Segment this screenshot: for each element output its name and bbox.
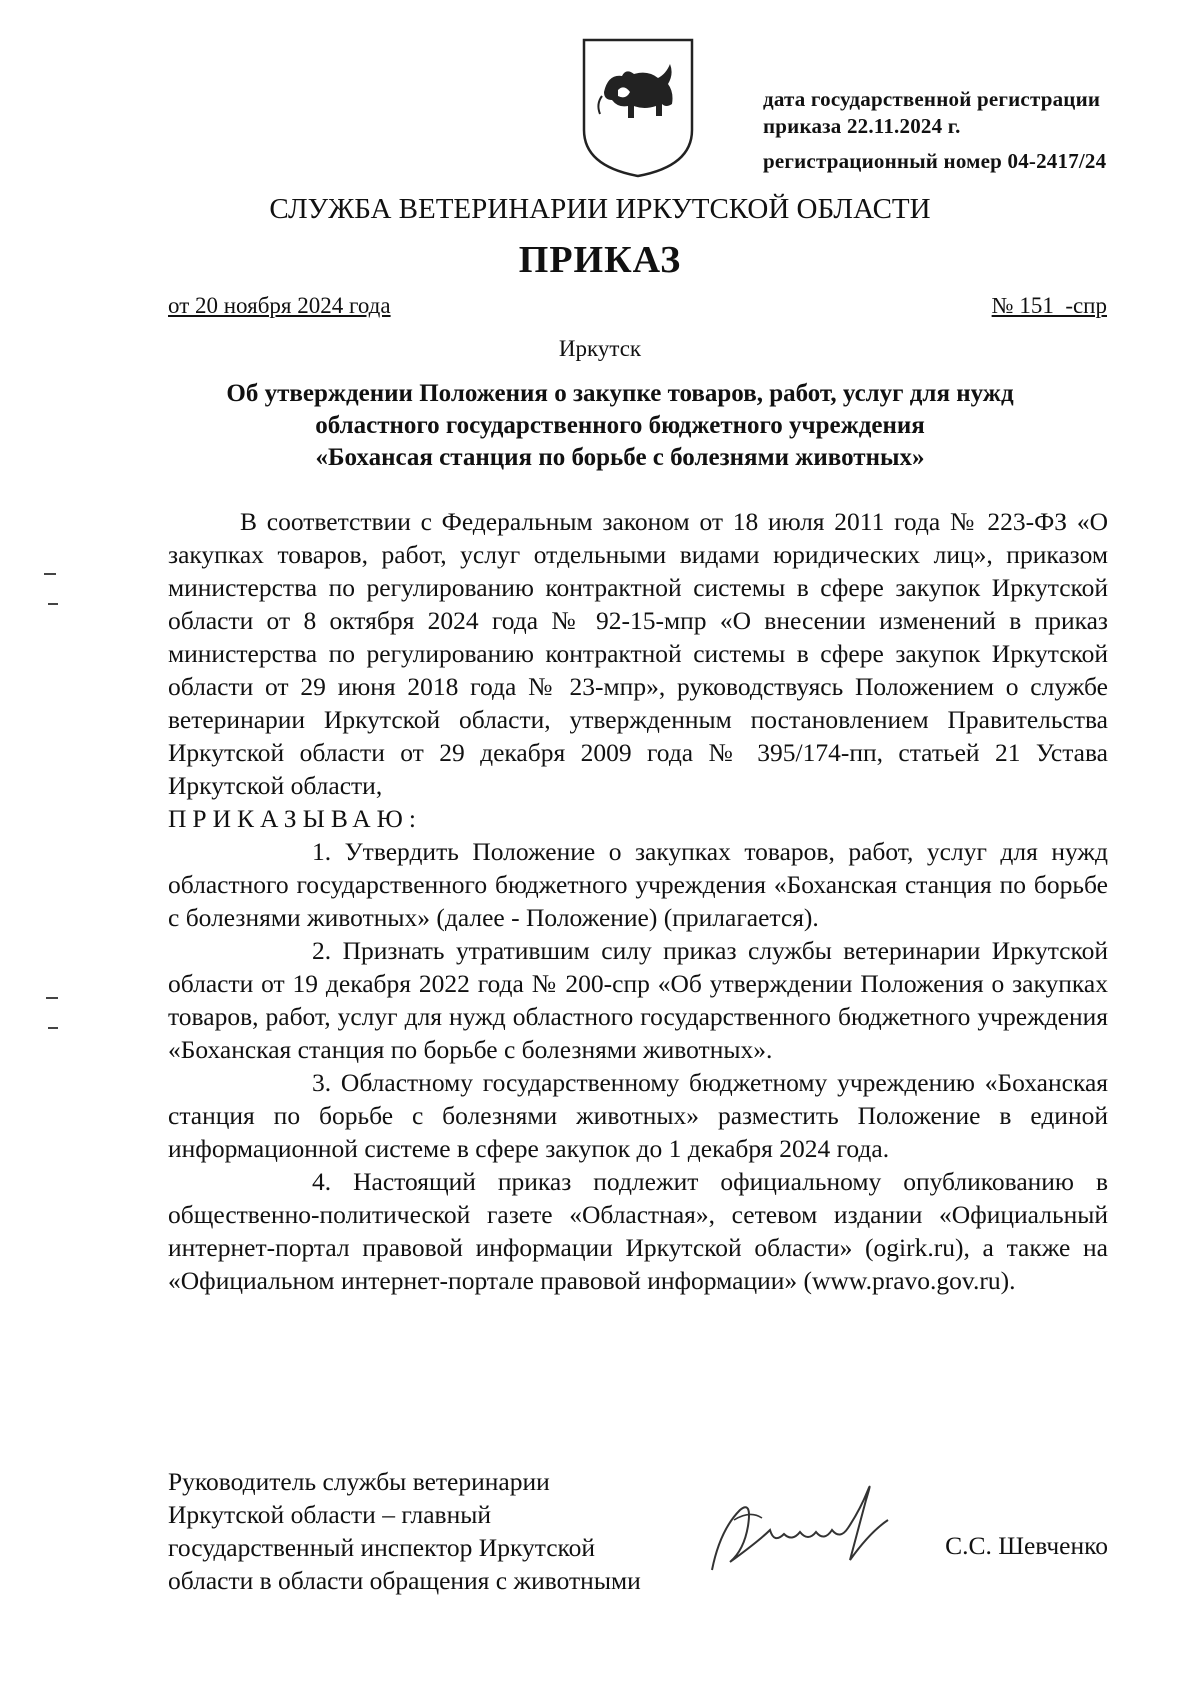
subject-line1: Об утверждении Положения о закупке товаров, работ, услуг для нужд bbox=[226, 380, 1014, 407]
order-item-4: 4. Настоящий приказ подлежит официальному опубликованию в общественно-политической газете «Областная», сетевом издании «Официальный интернет-портал правовой информации Иркутской области» (ogirk.ru), а также на «Официальном интернет-портале правовой информации» (www.pravo.gov.ru). bbox=[168, 1167, 1109, 1295]
order-word: ПРИКАЗЫВАЮ: bbox=[168, 804, 422, 833]
registration-date-line1: дата государственной регистрации bbox=[763, 87, 1101, 111]
order-item-1: 1. Утвердить Положение о закупках товаров, работ, услуг для нужд областного государственного бюджетного учреждения «Боханская станция по борьбе с болезнями животных» (далее - Положение) (прилагается). bbox=[168, 837, 1108, 932]
registration-number: регистрационный номер 04-2417/24 bbox=[763, 149, 1107, 173]
agency-name: СЛУЖБА ВЕТЕРИНАРИИ ИРКУТСКОЙ ОБЛАСТИ bbox=[269, 193, 931, 225]
subject-line2: областного государственного бюджетного учреждения bbox=[315, 412, 925, 439]
signatory-title-line4: области в области обращения с животными bbox=[168, 1566, 641, 1595]
order-number: № 151 -спр bbox=[991, 293, 1107, 318]
registration-date-line2: приказа 22.11.2024 г. bbox=[763, 114, 961, 138]
city: Иркутск bbox=[558, 336, 642, 361]
order-body bbox=[168, 505, 1108, 1297]
scan-mark bbox=[46, 997, 58, 999]
order-item-3: 3. Областному государственному бюджетному учреждению «Боханская станция по борьбе с болезнями животных» разместить Положение в единой информационной системе в сфере закупок до 1 декабря 2024 года. bbox=[168, 1068, 1109, 1163]
signatory-title-line3: государственный инспектор Иркутской bbox=[168, 1533, 596, 1562]
order-subject bbox=[150, 378, 1090, 474]
subject-line3: «Бохансая станция по борьбе с болезнями животных» bbox=[315, 444, 925, 471]
handwritten-signature-icon bbox=[700, 1470, 910, 1580]
scan-mark bbox=[44, 573, 56, 575]
signer-name: С.С. Шевченко bbox=[945, 1531, 1108, 1560]
signatory-title-line1: Руководитель службы ветеринарии bbox=[168, 1467, 550, 1496]
order-date: от 20 ноября 2024 года bbox=[168, 293, 391, 318]
scan-mark bbox=[48, 1027, 58, 1029]
signatory-title-line2: Иркутской области – главный bbox=[168, 1500, 491, 1529]
coat-of-arms-icon bbox=[578, 34, 698, 180]
document-type: ПРИКАЗ bbox=[518, 239, 682, 281]
scan-mark bbox=[48, 603, 58, 605]
order-item-2: 2. Признать утратившим силу приказ службы ветеринарии Иркутской области от 19 декабря 2022 года № 200-спр «Об утверждении Положения о закупках товаров, работ, услуг для нужд областного государственного бюджетного учреждения «Боханская станция по борьбе с болезнями животных». bbox=[168, 936, 1108, 1064]
registration-info bbox=[763, 86, 1163, 175]
signature-block bbox=[168, 1465, 728, 1597]
preamble: В соответствии с Федеральным законом от 18 июля 2011 года № 223-ФЗ «О закупках товаров, работ, услуг отдельными видами юридических лиц», приказом министерства по регулированию контрактной системы в сфере закупок Иркутской области от 8 октября 2024 года № 92-15-мпр «О внесении изменений в приказ министерства по регулированию контрактной системы в сфере закупок Иркутской области от 29 июня 2018 года № 23-мпр», руководствуясь Положением о службе ветеринарии Иркутской области, утвержденным постановлением Правительства Иркутской области от 29 декабря 2009 года № 395/174-пп, статьей 21 Устава Иркутской области, bbox=[168, 507, 1108, 800]
